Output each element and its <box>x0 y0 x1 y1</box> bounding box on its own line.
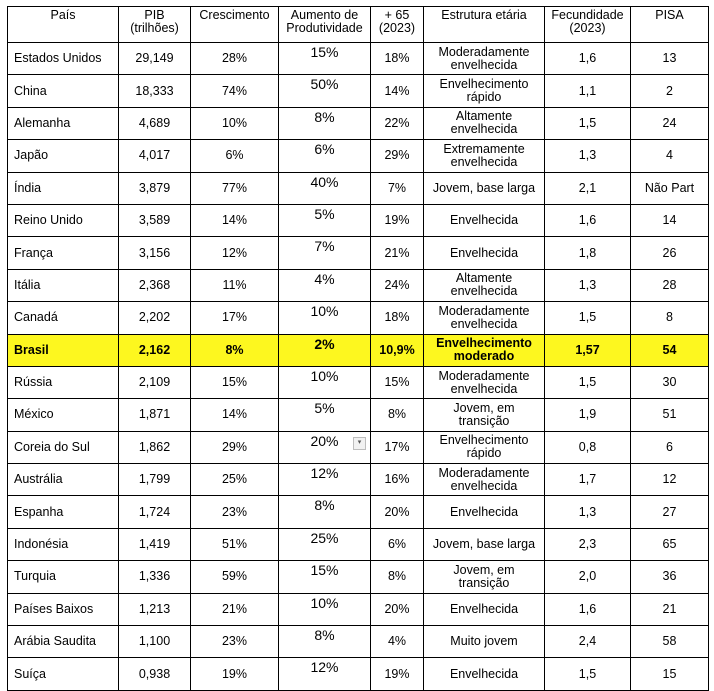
dropdown-filter-icon[interactable]: ▾ <box>353 437 366 450</box>
cell-fecundidade: 2,4 <box>545 626 631 658</box>
cell-crescimento: 51% <box>191 528 279 560</box>
produtividade-value: 12% <box>310 465 339 482</box>
cell-crescimento: 17% <box>191 302 279 334</box>
cell-pais: Espanha <box>8 496 119 528</box>
produtividade-value: 6% <box>314 141 335 158</box>
header-produtividade: Aumento de Produtividade <box>279 7 371 43</box>
cell-estrutura: Moderadamente envelhecida <box>424 366 545 398</box>
cell-pais: Índia <box>8 172 119 204</box>
cell-crescimento: 6% <box>191 140 279 172</box>
cell-pais: Brasil <box>8 334 119 366</box>
cell-estrutura: Jovem, em transição <box>424 399 545 431</box>
cell-estrutura: Moderadamente envelhecida <box>424 302 545 334</box>
cell-pais: Rússia <box>8 366 119 398</box>
cell-idosos: 19% <box>371 204 424 236</box>
cell-crescimento: 11% <box>191 269 279 301</box>
cell-pib: 4,017 <box>119 140 191 172</box>
cell-produtividade <box>279 302 371 334</box>
cell-pais: Alemanha <box>8 107 119 139</box>
table-row <box>8 561 709 593</box>
cell-pais: Estados Unidos <box>8 43 119 75</box>
cell-idosos: 18% <box>371 302 424 334</box>
cell-idosos: 16% <box>371 464 424 496</box>
table-row <box>8 75 709 107</box>
cell-pib: 1,419 <box>119 528 191 560</box>
cell-produtividade <box>279 237 371 269</box>
cell-pib: 1,100 <box>119 626 191 658</box>
cell-fecundidade: 1,3 <box>545 140 631 172</box>
cell-pisa: 24 <box>631 107 709 139</box>
cell-idosos: 20% <box>371 593 424 625</box>
cell-pisa: 21 <box>631 593 709 625</box>
table-row <box>8 431 709 463</box>
table-row <box>8 140 709 172</box>
cell-produtividade <box>279 43 371 75</box>
cell-estrutura: Jovem, base larga <box>424 172 545 204</box>
cell-produtividade <box>279 140 371 172</box>
cell-idosos: 17% <box>371 431 424 463</box>
header-pib: PIB (trilhões) <box>119 7 191 43</box>
produtividade-value: 25% <box>310 529 339 546</box>
cell-pisa: 12 <box>631 464 709 496</box>
cell-estrutura: Envelhecida <box>424 593 545 625</box>
cell-pais: Arábia Saudita <box>8 626 119 658</box>
produtividade-value: 8% <box>314 108 335 125</box>
cell-pib: 3,156 <box>119 237 191 269</box>
cell-crescimento: 12% <box>191 237 279 269</box>
cell-produtividade <box>279 464 371 496</box>
cell-estrutura: Envelhecimento rápido <box>424 75 545 107</box>
cell-fecundidade: 1,5 <box>545 107 631 139</box>
cell-pisa: 4 <box>631 140 709 172</box>
cell-estrutura: Jovem, em transição <box>424 561 545 593</box>
table-row <box>8 107 709 139</box>
cell-pais: México <box>8 399 119 431</box>
produtividade-value: 8% <box>314 497 335 514</box>
table-row <box>8 496 709 528</box>
table-row <box>8 172 709 204</box>
produtividade-value: 7% <box>314 238 335 255</box>
produtividade-value: 2% <box>314 335 335 352</box>
cell-pisa: 13 <box>631 43 709 75</box>
produtividade-value: 4% <box>314 270 335 287</box>
cell-estrutura: Jovem, base larga <box>424 528 545 560</box>
produtividade-value: 8% <box>314 627 335 644</box>
cell-idosos: 22% <box>371 107 424 139</box>
cell-idosos: 21% <box>371 237 424 269</box>
cell-idosos: 20% <box>371 496 424 528</box>
produtividade-value: 5% <box>314 205 335 222</box>
produtividade-value: 50% <box>310 76 339 93</box>
cell-fecundidade: 1,57 <box>545 334 631 366</box>
cell-crescimento: 28% <box>191 43 279 75</box>
cell-crescimento: 14% <box>191 399 279 431</box>
cell-produtividade <box>279 204 371 236</box>
cell-produtividade <box>279 172 371 204</box>
cell-pisa: 51 <box>631 399 709 431</box>
cell-pais: Canadá <box>8 302 119 334</box>
cell-crescimento: 77% <box>191 172 279 204</box>
cell-fecundidade: 2,3 <box>545 528 631 560</box>
cell-pais: China <box>8 75 119 107</box>
cell-pais: Itália <box>8 269 119 301</box>
header-idosos: + 65 (2023) <box>371 7 424 43</box>
produtividade-value: 5% <box>314 400 335 417</box>
cell-produtividade <box>279 626 371 658</box>
cell-crescimento: 10% <box>191 107 279 139</box>
cell-pib: 1,213 <box>119 593 191 625</box>
cell-fecundidade: 1,6 <box>545 204 631 236</box>
cell-crescimento: 14% <box>191 204 279 236</box>
cell-idosos: 8% <box>371 561 424 593</box>
cell-idosos: 10,9% <box>371 334 424 366</box>
table-row <box>8 43 709 75</box>
cell-pisa: 6 <box>631 431 709 463</box>
cell-crescimento: 29% <box>191 431 279 463</box>
cell-idosos: 29% <box>371 140 424 172</box>
produtividade-value: 10% <box>310 367 339 384</box>
cell-pib: 18,333 <box>119 75 191 107</box>
cell-produtividade <box>279 399 371 431</box>
cell-pib: 1,724 <box>119 496 191 528</box>
country-comparison-table <box>7 6 709 691</box>
cell-fecundidade: 1,7 <box>545 464 631 496</box>
cell-estrutura: Altamente envelhecida <box>424 107 545 139</box>
cell-crescimento: 21% <box>191 593 279 625</box>
cell-idosos: 14% <box>371 75 424 107</box>
cell-pisa: 58 <box>631 626 709 658</box>
cell-produtividade <box>279 366 371 398</box>
cell-estrutura: Extremamente envelhecida <box>424 140 545 172</box>
cell-estrutura: Envelhecida <box>424 204 545 236</box>
header-pais: País <box>8 7 119 43</box>
cell-idosos: 4% <box>371 626 424 658</box>
cell-produtividade <box>279 528 371 560</box>
cell-crescimento: 23% <box>191 626 279 658</box>
cell-pisa: 65 <box>631 528 709 560</box>
produtividade-value: 10% <box>310 303 339 320</box>
cell-pib: 2,368 <box>119 269 191 301</box>
cell-fecundidade: 1,6 <box>545 593 631 625</box>
header-fecundidade: Fecundidade (2023) <box>545 7 631 43</box>
cell-fecundidade: 1,3 <box>545 269 631 301</box>
cell-estrutura: Muito jovem <box>424 626 545 658</box>
cell-pib: 4,689 <box>119 107 191 139</box>
cell-estrutura: Envelhecida <box>424 658 545 690</box>
cell-estrutura: Altamente envelhecida <box>424 269 545 301</box>
cell-pais: Suíça <box>8 658 119 690</box>
produtividade-value: 15% <box>310 44 339 60</box>
table-row <box>8 593 709 625</box>
cell-pais: Japão <box>8 140 119 172</box>
cell-produtividade <box>279 107 371 139</box>
cell-fecundidade: 2,1 <box>545 172 631 204</box>
table-row <box>8 334 709 366</box>
cell-pais: Coreia do Sul <box>8 431 119 463</box>
cell-produtividade <box>279 431 371 463</box>
cell-idosos: 19% <box>371 658 424 690</box>
cell-estrutura: Moderadamente envelhecida <box>424 464 545 496</box>
cell-estrutura: Envelhecida <box>424 496 545 528</box>
cell-estrutura: Envelhecida <box>424 237 545 269</box>
cell-estrutura: Envelhecimento moderado <box>424 334 545 366</box>
cell-crescimento: 8% <box>191 334 279 366</box>
header-estrutura: Estrutura etária <box>424 7 545 43</box>
cell-produtividade <box>279 269 371 301</box>
produtividade-value: 20% <box>310 432 339 449</box>
cell-pisa: 8 <box>631 302 709 334</box>
cell-crescimento: 19% <box>191 658 279 690</box>
cell-pib: 2,162 <box>119 334 191 366</box>
cell-pisa: 36 <box>631 561 709 593</box>
cell-fecundidade: 1,5 <box>545 366 631 398</box>
cell-produtividade <box>279 496 371 528</box>
cell-pais: Indonésia <box>8 528 119 560</box>
table-row <box>8 626 709 658</box>
cell-pisa: 14 <box>631 204 709 236</box>
cell-crescimento: 15% <box>191 366 279 398</box>
cell-pib: 2,202 <box>119 302 191 334</box>
cell-pisa: 27 <box>631 496 709 528</box>
cell-pib: 3,589 <box>119 204 191 236</box>
cell-fecundidade: 2,0 <box>545 561 631 593</box>
cell-crescimento: 74% <box>191 75 279 107</box>
cell-pais: Austrália <box>8 464 119 496</box>
cell-fecundidade: 1,5 <box>545 302 631 334</box>
cell-idosos: 24% <box>371 269 424 301</box>
cell-fecundidade: 1,3 <box>545 496 631 528</box>
table-row <box>8 237 709 269</box>
cell-crescimento: 23% <box>191 496 279 528</box>
cell-idosos: 15% <box>371 366 424 398</box>
cell-pisa: 26 <box>631 237 709 269</box>
cell-pisa: 28 <box>631 269 709 301</box>
cell-pib: 2,109 <box>119 366 191 398</box>
cell-produtividade <box>279 561 371 593</box>
cell-pisa: 54 <box>631 334 709 366</box>
cell-pisa: Não Part <box>631 172 709 204</box>
cell-fecundidade: 1,1 <box>545 75 631 107</box>
table-row <box>8 302 709 334</box>
cell-pib: 1,336 <box>119 561 191 593</box>
cell-pais: Reino Unido <box>8 204 119 236</box>
produtividade-value: 15% <box>310 562 339 579</box>
header-row <box>8 7 709 43</box>
cell-fecundidade: 1,5 <box>545 658 631 690</box>
cell-produtividade <box>279 593 371 625</box>
header-crescimento: Crescimento <box>191 7 279 43</box>
cell-estrutura: Moderadamente envelhecida <box>424 43 545 75</box>
cell-crescimento: 25% <box>191 464 279 496</box>
produtividade-value: 40% <box>310 173 339 190</box>
table-row <box>8 528 709 560</box>
table-row <box>8 366 709 398</box>
table-row <box>8 658 709 690</box>
produtividade-value: 10% <box>310 594 339 611</box>
table-row <box>8 204 709 236</box>
cell-produtividade <box>279 75 371 107</box>
table-row <box>8 464 709 496</box>
cell-pib: 1,871 <box>119 399 191 431</box>
produtividade-value: 12% <box>310 659 339 676</box>
cell-pisa: 30 <box>631 366 709 398</box>
cell-idosos: 18% <box>371 43 424 75</box>
cell-fecundidade: 0,8 <box>545 431 631 463</box>
cell-estrutura: Envelhecimento rápido <box>424 431 545 463</box>
table-row <box>8 269 709 301</box>
cell-pisa: 15 <box>631 658 709 690</box>
cell-pib: 1,862 <box>119 431 191 463</box>
cell-idosos: 8% <box>371 399 424 431</box>
cell-fecundidade: 1,9 <box>545 399 631 431</box>
cell-pais: Turquia <box>8 561 119 593</box>
cell-pib: 1,799 <box>119 464 191 496</box>
cell-crescimento: 59% <box>191 561 279 593</box>
cell-idosos: 7% <box>371 172 424 204</box>
cell-pib: 3,879 <box>119 172 191 204</box>
cell-pib: 29,149 <box>119 43 191 75</box>
cell-produtividade <box>279 658 371 690</box>
cell-pais: França <box>8 237 119 269</box>
header-pisa: PISA <box>631 7 709 43</box>
cell-pais: Países Baixos <box>8 593 119 625</box>
table-row <box>8 399 709 431</box>
cell-fecundidade: 1,6 <box>545 43 631 75</box>
cell-pib: 0,938 <box>119 658 191 690</box>
cell-produtividade <box>279 334 371 366</box>
cell-pisa: 2 <box>631 75 709 107</box>
cell-fecundidade: 1,8 <box>545 237 631 269</box>
cell-idosos: 6% <box>371 528 424 560</box>
